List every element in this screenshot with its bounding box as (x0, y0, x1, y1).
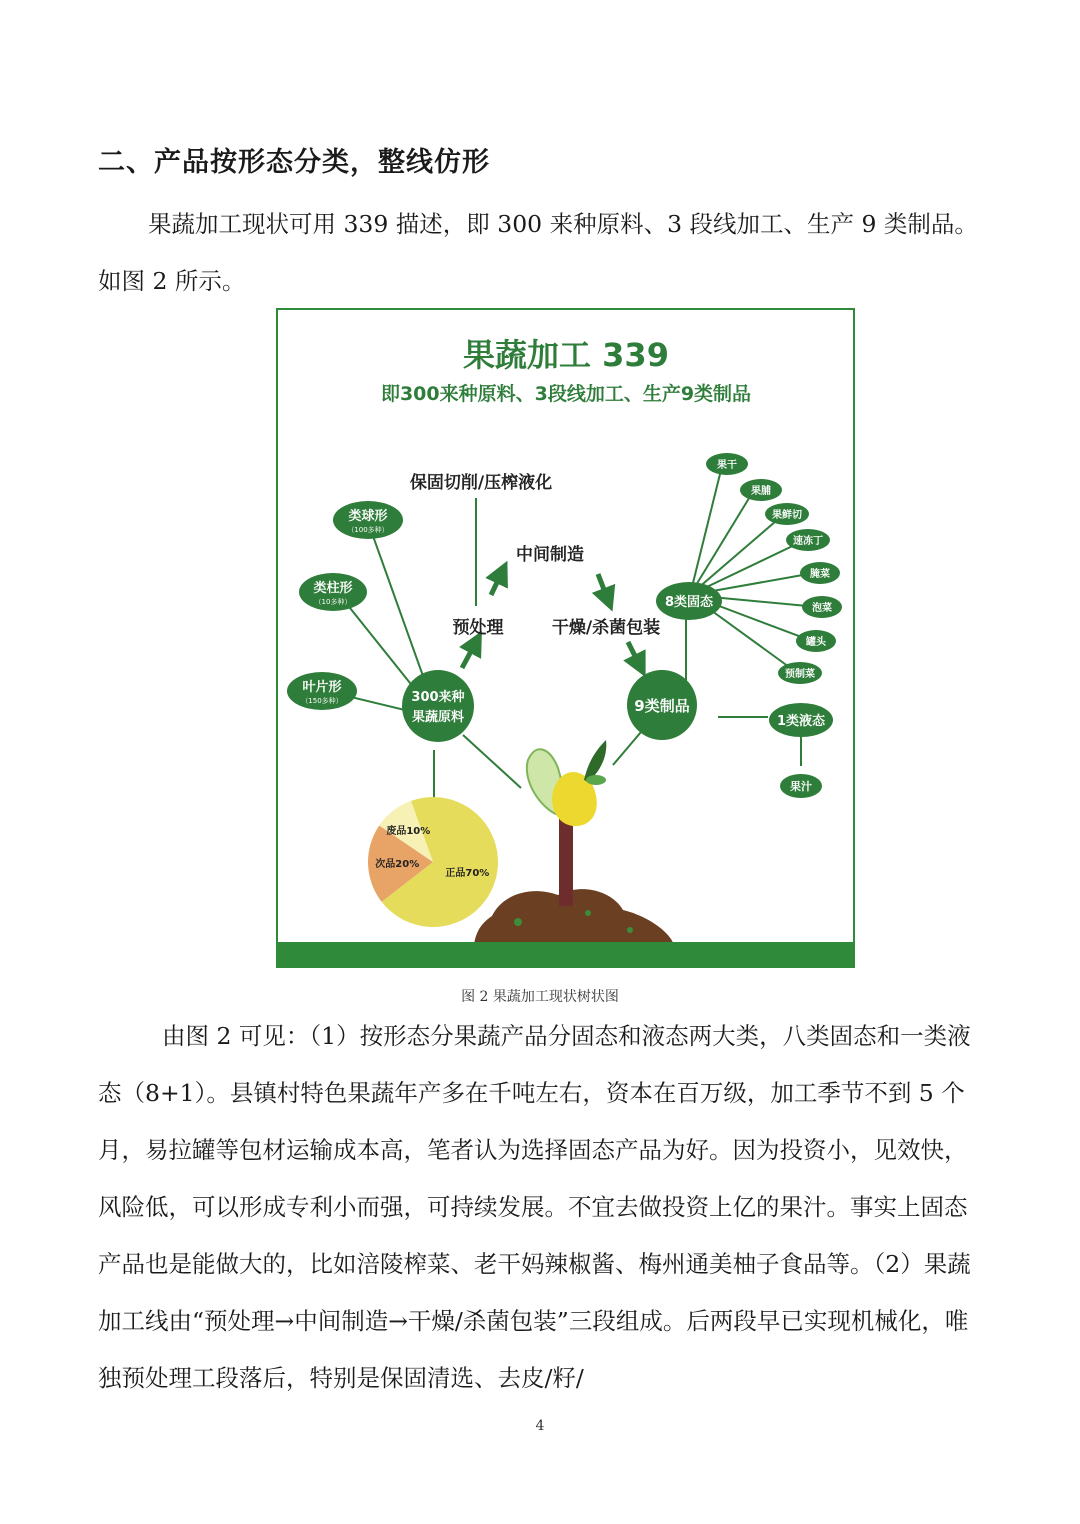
shape-name: 类柱形 (313, 581, 353, 596)
shape-count: （100多种） (347, 526, 389, 534)
svg-text:果鲜切: 果鲜切 (772, 510, 802, 521)
tree-diagram (278, 310, 853, 966)
pie-label-0: 正品70% (445, 867, 490, 879)
svg-text:腌菜: 腌菜 (810, 569, 830, 580)
quality-pie-chart (368, 797, 498, 927)
intro-paragraph: 果蔬加工现状可用 339 描述，即 300 来种原料、3 段线加工、生产 9 类制品。如图 2 所示。 (98, 210, 978, 295)
raw-materials-line2: 果蔬原料 (411, 710, 465, 725)
tree-illustration-icon (474, 740, 674, 945)
solid-item-6 (796, 630, 836, 652)
shape-node-column (299, 573, 367, 611)
liquid-label: 1类液态 (776, 714, 826, 729)
solid-item-1 (740, 479, 782, 501)
solid-item-3 (786, 529, 830, 551)
body-paragraph: 由图 2 可见：（1）按形态分果蔬产品分固态和液态两大类，八类固态和一类液态（8+1）。县镇村特色果蔬年产多在千吨左右，资本在百万级，加工季节不到 5 个月，易拉罐等包材运输成本高，笔者认为选择固态产品为好。因为投资小，见效快，风险低，可以形成专利小而强，可持续发展。不宜去做投资上亿的果汁。事实上固态产品也是能做大的，比如涪陵榨菜、老干妈辣椒酱、梅州通美柚子食品等。（2）果蔬加工线由“预处理→中间制造→干燥/杀菌包装”三段组成。后两段早已实现机械化，唯独预处理工段落后，特别是保固清选、去皮/籽/ (98, 1022, 971, 1392)
figure-caption: 图 2 果蔬加工现状树状图 (461, 989, 619, 1005)
section-heading: 二、产品按形态分类，整线仿形 (98, 147, 490, 178)
solid-label: 8类固态 (664, 595, 714, 610)
svg-text:预制菜: 预制菜 (785, 669, 815, 680)
liquid-node (769, 703, 833, 737)
shape-count: （150多种） (301, 697, 343, 705)
solid-item-2 (765, 503, 809, 525)
step-pretreat-label: 预处理 (452, 618, 504, 638)
juice-node (780, 774, 822, 798)
raw-materials-node (402, 670, 474, 742)
shape-count: （10多种） (314, 598, 352, 606)
pie-label-1: 次品20% (375, 859, 420, 871)
step-top-label: 保固切削/压榨液化 (409, 473, 553, 493)
figure-subtitle: 即300来种原料、3段线加工、生产9类制品 (380, 383, 752, 405)
solid-item-7 (778, 662, 822, 684)
products-center-label: 9类制品 (634, 697, 690, 715)
shape-node-leaf (287, 672, 357, 710)
solid-item-4 (800, 562, 840, 584)
figure-title: 果蔬加工 339 (463, 336, 669, 374)
page-number: 4 (535, 1418, 545, 1434)
svg-text:泡菜: 泡菜 (812, 603, 832, 614)
step-middle-label: 中间制造 (516, 545, 584, 565)
solid-node (656, 582, 722, 620)
shape-node-sphere (333, 501, 403, 539)
shape-name: 类球形 (348, 509, 388, 524)
shape-name: 叶片形 (302, 680, 342, 695)
svg-text:罐头: 罐头 (806, 637, 826, 648)
svg-text:速冻丁: 速冻丁 (793, 536, 823, 547)
svg-text:果脯: 果脯 (751, 486, 771, 497)
svg-text:果干: 果干 (717, 460, 737, 471)
solid-item-5 (802, 596, 842, 618)
step-dry-label: 干燥/杀菌包装 (551, 618, 661, 638)
products-node (627, 670, 697, 740)
tree-figure (276, 308, 855, 968)
ground-strip (278, 942, 853, 966)
solid-item-0 (706, 453, 748, 475)
juice-label: 果汁 (790, 780, 812, 793)
raw-materials-line1: 300来种 (411, 690, 465, 705)
pie-label-2: 废品10% (386, 826, 431, 838)
